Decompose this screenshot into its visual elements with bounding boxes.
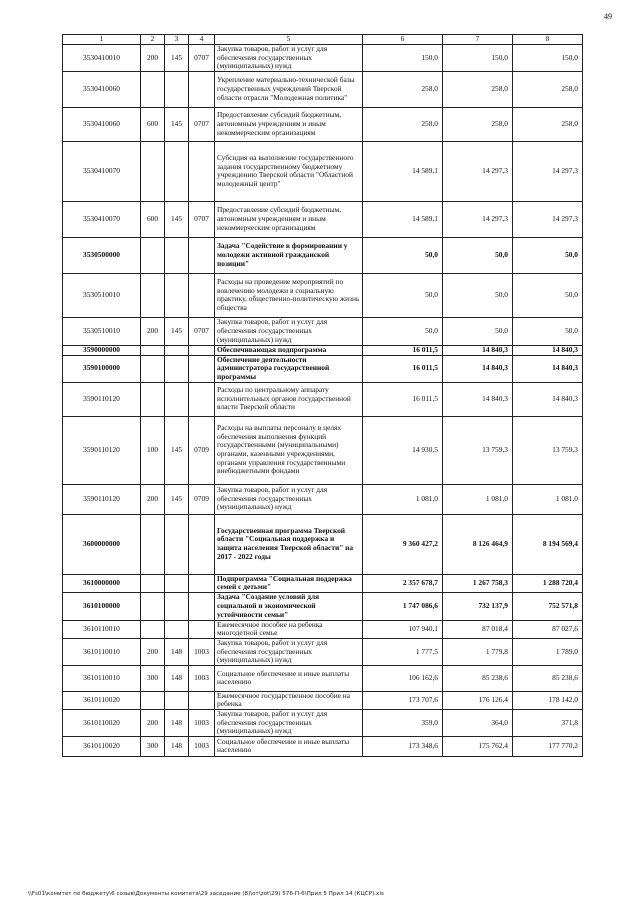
value-cell: 14 840,3 — [443, 345, 513, 355]
table-row — [63, 638, 583, 665]
value-cell: 1 789,0 — [513, 638, 583, 665]
value-cell: 14 297,3 — [443, 201, 513, 237]
code-cell: 3610110020 — [63, 709, 141, 736]
value-cell: 1 081,0 — [363, 484, 443, 514]
description-cell: Закупка товаров, работ и услуг для обеспечения государственных (муниципальных) нужд — [215, 45, 363, 72]
value-cell: 178 142,0 — [513, 691, 583, 709]
code-cell: 3530410010 — [63, 45, 141, 72]
value-cell: 14 297,3 — [513, 141, 583, 201]
value-cell: 87 027,6 — [513, 620, 583, 638]
file-path-footer: \\Fs01\комитет по бюджету\6 созыв\Документы комитета\29 заседание (8)\от\zot\29) 576-П-6\Прил 5 Прил 14 (КЦСР).xls — [28, 891, 384, 897]
value-cell: 107 940,1 — [363, 620, 443, 638]
table-row — [63, 273, 583, 317]
value-cell: 50,0 — [443, 237, 513, 273]
table-row — [63, 45, 583, 72]
grbs-cell: 148 — [165, 665, 189, 691]
vr-cell — [141, 71, 165, 107]
value-cell: 150,0 — [443, 45, 513, 72]
value-cell: 258,0 — [513, 107, 583, 141]
vr-cell — [141, 345, 165, 355]
grbs-cell: 148 — [165, 736, 189, 756]
column-header: 1 — [63, 35, 141, 45]
description-cell: Укрепление материально-технической базы государственных учреждений Тверской области отрасли "Молодежная политика" — [215, 71, 363, 107]
rzpr-cell — [189, 620, 215, 638]
code-cell: 3590100000 — [63, 355, 141, 382]
value-cell: 16 011,5 — [363, 355, 443, 382]
table-row — [63, 736, 583, 756]
vr-cell: 300 — [141, 665, 165, 691]
table-row — [63, 620, 583, 638]
table-row — [63, 574, 583, 592]
column-header: 4 — [189, 35, 215, 45]
code-cell: 3610100000 — [63, 592, 141, 620]
rzpr-cell: 0709 — [189, 484, 215, 514]
rzpr-cell — [189, 514, 215, 574]
value-cell: 177 770,2 — [513, 736, 583, 756]
code-cell: 3530410070 — [63, 201, 141, 237]
grbs-cell — [165, 345, 189, 355]
value-cell: 1 779,8 — [443, 638, 513, 665]
value-cell: 175 762,4 — [443, 736, 513, 756]
value-cell: 1 267 758,3 — [443, 574, 513, 592]
value-cell: 14 840,3 — [443, 382, 513, 416]
code-cell: 3530410060 — [63, 71, 141, 107]
value-cell: 14 297,3 — [443, 141, 513, 201]
value-cell: 1 081,0 — [513, 484, 583, 514]
rzpr-cell — [189, 382, 215, 416]
description-cell: Закупка товаров, работ и услуг для обеспечения государственных (муниципальных) нужд — [215, 709, 363, 736]
grbs-cell — [165, 382, 189, 416]
value-cell: 16 011,5 — [363, 382, 443, 416]
value-cell: 258,0 — [363, 71, 443, 107]
value-cell: 87 018,4 — [443, 620, 513, 638]
value-cell: 14 589,1 — [363, 141, 443, 201]
rzpr-cell — [189, 355, 215, 382]
vr-cell — [141, 141, 165, 201]
table-row — [63, 141, 583, 201]
table-row — [63, 237, 583, 273]
vr-cell — [141, 273, 165, 317]
code-cell: 3610110010 — [63, 665, 141, 691]
value-cell: 258,0 — [443, 107, 513, 141]
value-cell: 173 348,6 — [363, 736, 443, 756]
table-row — [63, 201, 583, 237]
vr-cell: 600 — [141, 201, 165, 237]
vr-cell — [141, 620, 165, 638]
grbs-cell: 145 — [165, 45, 189, 72]
value-cell: 150,0 — [513, 45, 583, 72]
value-cell: 732 137,9 — [443, 592, 513, 620]
code-cell: 3530510010 — [63, 273, 141, 317]
value-cell: 258,0 — [513, 71, 583, 107]
rzpr-cell: 0707 — [189, 107, 215, 141]
value-cell: 258,0 — [443, 71, 513, 107]
description-cell: Предоставление субсидий бюджетным, автономным учреждениям и иным некоммерческим организациям — [215, 107, 363, 141]
vr-cell: 300 — [141, 736, 165, 756]
grbs-cell — [165, 592, 189, 620]
grbs-cell: 145 — [165, 107, 189, 141]
rzpr-cell: 0707 — [189, 45, 215, 72]
value-cell: 14 930,5 — [363, 416, 443, 484]
value-cell: 150,0 — [363, 45, 443, 72]
column-header: 7 — [443, 35, 513, 45]
column-number-row — [63, 35, 583, 45]
rzpr-cell: 1003 — [189, 638, 215, 665]
vr-cell: 200 — [141, 317, 165, 345]
value-cell: 14 589,1 — [363, 201, 443, 237]
value-cell: 14 840,3 — [443, 355, 513, 382]
value-cell: 14 840,3 — [513, 355, 583, 382]
code-cell: 3530500000 — [63, 237, 141, 273]
rzpr-cell: 1003 — [189, 709, 215, 736]
value-cell: 16 011,5 — [363, 345, 443, 355]
description-cell: Обеспечение деятельности администратора государственной программы — [215, 355, 363, 382]
vr-cell — [141, 382, 165, 416]
description-cell: Ежемесячное государственное пособие на ребенка — [215, 691, 363, 709]
grbs-cell: 145 — [165, 416, 189, 484]
description-cell: Расходы по центральному аппарату исполнительных органов государственной власти Тверской области — [215, 382, 363, 416]
code-cell: 3610110010 — [63, 638, 141, 665]
table-row — [63, 691, 583, 709]
rzpr-cell — [189, 592, 215, 620]
grbs-cell — [165, 574, 189, 592]
column-header: 3 — [165, 35, 189, 45]
table-row — [63, 709, 583, 736]
code-cell: 3590110120 — [63, 416, 141, 484]
vr-cell: 200 — [141, 638, 165, 665]
description-cell: Предоставление субсидий бюджетным, автономным учреждениям и иным некоммерческим организациям — [215, 201, 363, 237]
table-row — [63, 107, 583, 141]
value-cell: 371,8 — [513, 709, 583, 736]
value-cell: 2 357 678,7 — [363, 574, 443, 592]
description-cell: Подпрограмма "Социальная поддержка семей с детьми" — [215, 574, 363, 592]
column-header: 6 — [363, 35, 443, 45]
code-cell: 3590000000 — [63, 345, 141, 355]
value-cell: 50,0 — [513, 317, 583, 345]
table-row — [63, 382, 583, 416]
description-cell: Задача "Создание условий для социальной и экономической устойчивости семьи" — [215, 592, 363, 620]
grbs-cell: 148 — [165, 709, 189, 736]
description-cell: Субсидия на выполнение государственного задания государственному бюджетному учреждению Тверской области "Областной молодежный центр" — [215, 141, 363, 201]
table-row — [63, 71, 583, 107]
value-cell: 1 777,5 — [363, 638, 443, 665]
budget-table — [62, 34, 583, 757]
value-cell: 85 238,6 — [513, 665, 583, 691]
grbs-cell — [165, 355, 189, 382]
value-cell: 176 126,4 — [443, 691, 513, 709]
value-cell: 50,0 — [443, 273, 513, 317]
description-cell: Задача "Содействие в формировании у молодежи активной гражданской позиции" — [215, 237, 363, 273]
grbs-cell — [165, 237, 189, 273]
description-cell: Обеспечивающая подпрограмма — [215, 345, 363, 355]
code-cell: 3590110120 — [63, 382, 141, 416]
description-cell: Государственная программа Тверской области "Социальная поддержка и защита населения Тверской области" на 2017 - 2022 годы — [215, 514, 363, 574]
rzpr-cell — [189, 71, 215, 107]
table-row — [63, 416, 583, 484]
value-cell: 1 081,0 — [443, 484, 513, 514]
table-row — [63, 317, 583, 345]
value-cell: 50,0 — [363, 237, 443, 273]
rzpr-cell: 1003 — [189, 665, 215, 691]
vr-cell — [141, 237, 165, 273]
grbs-cell — [165, 141, 189, 201]
vr-cell — [141, 691, 165, 709]
value-cell: 50,0 — [513, 273, 583, 317]
table-row — [63, 484, 583, 514]
value-cell: 8 126 464,9 — [443, 514, 513, 574]
value-cell: 364,0 — [443, 709, 513, 736]
column-header: 8 — [513, 35, 583, 45]
vr-cell: 600 — [141, 107, 165, 141]
rzpr-cell — [189, 273, 215, 317]
table-row — [63, 592, 583, 620]
description-cell: Закупка товаров, работ и услуг для обеспечения государственных (муниципальных) нужд — [215, 484, 363, 514]
value-cell: 8 194 569,4 — [513, 514, 583, 574]
table-row — [63, 355, 583, 382]
vr-cell: 200 — [141, 484, 165, 514]
value-cell: 359,0 — [363, 709, 443, 736]
value-cell: 14 840,3 — [513, 345, 583, 355]
value-cell: 752 571,8 — [513, 592, 583, 620]
rzpr-cell: 1003 — [189, 736, 215, 756]
code-cell: 3530410060 — [63, 107, 141, 141]
code-cell: 3530410070 — [63, 141, 141, 201]
value-cell: 50,0 — [443, 317, 513, 345]
value-cell: 1 288 720,4 — [513, 574, 583, 592]
rzpr-cell — [189, 691, 215, 709]
vr-cell — [141, 514, 165, 574]
code-cell: 3610110020 — [63, 691, 141, 709]
code-cell: 3610000000 — [63, 574, 141, 592]
page-number: 49 — [604, 12, 612, 21]
value-cell: 173 707,6 — [363, 691, 443, 709]
value-cell: 13 759,3 — [443, 416, 513, 484]
vr-cell — [141, 355, 165, 382]
rzpr-cell: 0707 — [189, 201, 215, 237]
grbs-cell: 145 — [165, 317, 189, 345]
code-cell: 3530510010 — [63, 317, 141, 345]
vr-cell: 100 — [141, 416, 165, 484]
grbs-cell: 148 — [165, 638, 189, 665]
table-row — [63, 665, 583, 691]
table-row — [63, 345, 583, 355]
value-cell: 1 747 086,6 — [363, 592, 443, 620]
value-cell: 50,0 — [363, 273, 443, 317]
column-header: 5 — [215, 35, 363, 45]
value-cell: 14 840,3 — [513, 382, 583, 416]
grbs-cell — [165, 691, 189, 709]
description-cell: Ежемесячное пособие на ребенка многодетной семье — [215, 620, 363, 638]
table-row — [63, 514, 583, 574]
rzpr-cell: 0709 — [189, 416, 215, 484]
value-cell: 13 759,3 — [513, 416, 583, 484]
grbs-cell — [165, 273, 189, 317]
value-cell: 9 360 427,2 — [363, 514, 443, 574]
value-cell: 14 297,3 — [513, 201, 583, 237]
code-cell: 3610110020 — [63, 736, 141, 756]
vr-cell — [141, 592, 165, 620]
value-cell: 258,0 — [363, 107, 443, 141]
description-cell: Закупка товаров, работ и услуг для обеспечения государственных (муниципальных) нужд — [215, 638, 363, 665]
vr-cell: 200 — [141, 45, 165, 72]
rzpr-cell: 0707 — [189, 317, 215, 345]
grbs-cell — [165, 514, 189, 574]
value-cell: 50,0 — [363, 317, 443, 345]
value-cell: 85 238,6 — [443, 665, 513, 691]
grbs-cell: 145 — [165, 201, 189, 237]
code-cell: 3590110120 — [63, 484, 141, 514]
description-cell: Социальное обеспечение и иные выплаты населению — [215, 665, 363, 691]
vr-cell — [141, 574, 165, 592]
value-cell: 106 162,6 — [363, 665, 443, 691]
grbs-cell — [165, 71, 189, 107]
rzpr-cell — [189, 574, 215, 592]
grbs-cell — [165, 620, 189, 638]
description-cell: Социальное обеспечение и иные выплаты населению — [215, 736, 363, 756]
rzpr-cell — [189, 141, 215, 201]
code-cell: 3610110010 — [63, 620, 141, 638]
value-cell: 50,0 — [513, 237, 583, 273]
grbs-cell: 145 — [165, 484, 189, 514]
description-cell: Закупка товаров, работ и услуг для обеспечения государственных (муниципальных) нужд — [215, 317, 363, 345]
code-cell: 3600000000 — [63, 514, 141, 574]
rzpr-cell — [189, 237, 215, 273]
description-cell: Расходы на выплаты персоналу в целях обеспечения выполнения функций государственными (муниципальными) органами, казенными учреждениями, органами управления государственными внебюджетными фондами — [215, 416, 363, 484]
column-header: 2 — [141, 35, 165, 45]
rzpr-cell — [189, 345, 215, 355]
description-cell: Расходы на проведение мероприятий по вовлечению молодежи в социальную практику, общественно-политическую жизнь общества — [215, 273, 363, 317]
vr-cell: 200 — [141, 709, 165, 736]
